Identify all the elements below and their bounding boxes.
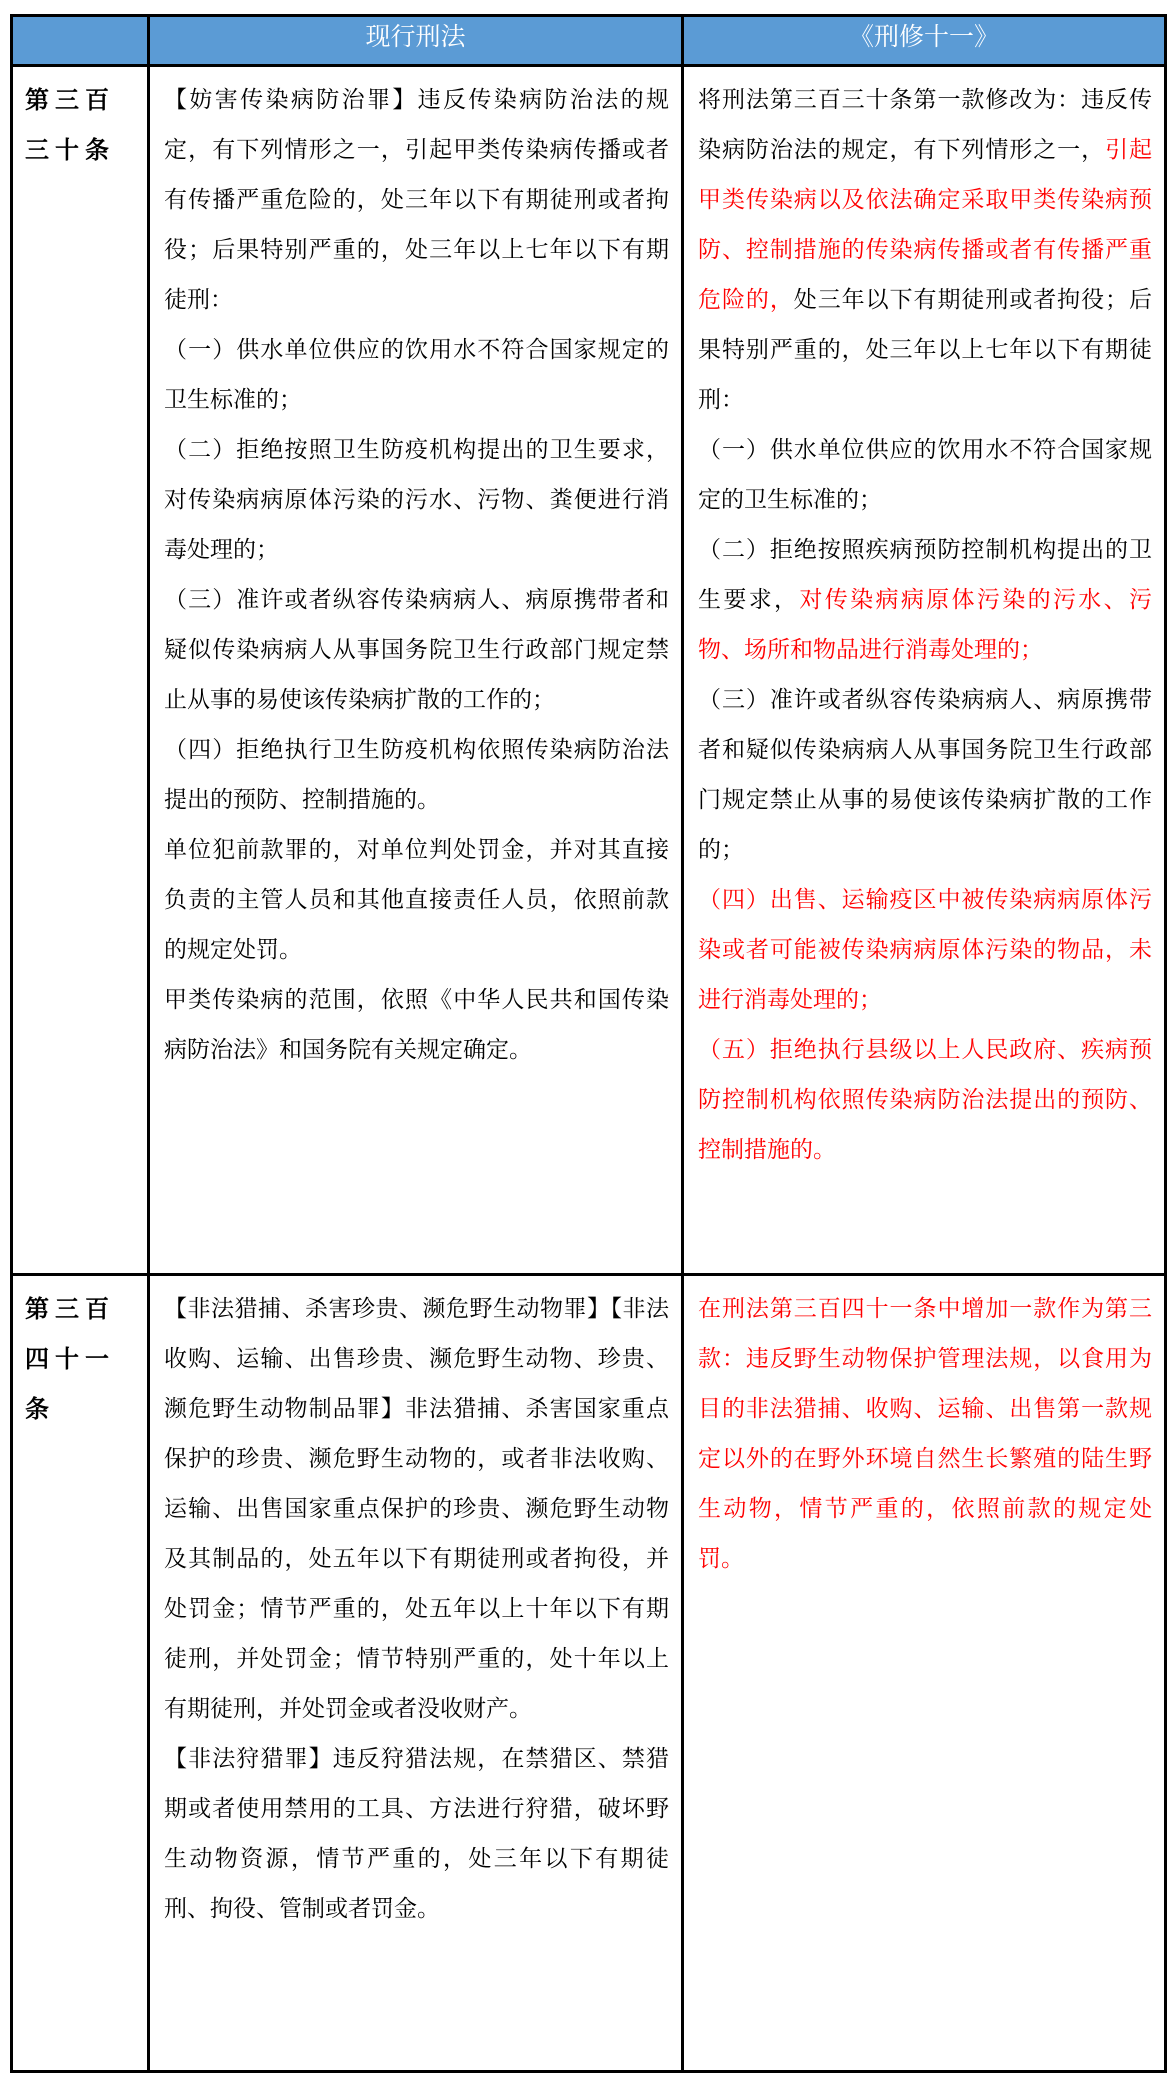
paragraph <box>164 575 669 725</box>
text-run: 处三年以下有期徒刑或者拘役；后果特别严重的，处三年以上七年以下有期徒刑： <box>698 287 1153 413</box>
paragraph <box>164 725 669 825</box>
text-run: 将刑法第三百三十条第一款修改为：违反传染病防治法的规定，有下列情形之一， <box>698 87 1152 163</box>
table-header-row <box>12 16 1166 66</box>
text-run: （三）准许或者纵容传染病病人、病原携带者和疑似传染病病人从事国务院卫生行政部门规定禁止从事的易使该传染病扩散的工作的； <box>164 587 669 713</box>
amended-text-highlight: （四）出售、运输疫区中被传染病病原体污染或者可能被传染病病原体污染的物品，未进行消毒处理的； <box>698 887 1152 1013</box>
paragraph <box>164 825 669 975</box>
header-current-law: 现行刑法 <box>149 16 683 66</box>
header-amendment-eleven: 《刑修十一》 <box>683 16 1166 66</box>
paragraph <box>164 425 669 575</box>
text-run: 【非法狩猎罪】违反狩猎法规，在禁猎区、禁猎期或者使用禁用的工具、方法进行狩猎，破坏野生动物资源，情节严重的，处三年以下有期徒刑、拘役、管制或者罚金。 <box>164 1746 669 1922</box>
text-run: （四）拒绝执行卫生防疫机构依照传染病防治法提出的预防、控制措施的。 <box>164 737 669 813</box>
text-run: （三）准许或者纵容传染病病人、病原携带者和疑似传染病病人从事国务院卫生行政部门规定禁止从事的易使该传染病扩散的工作的； <box>698 687 1152 863</box>
text-run: 单位犯前款罪的，对单位判处罚金，并对其直接负责的主管人员和其他直接责任人员，依照前款的规定处罚。 <box>164 837 669 963</box>
table-row <box>12 66 1166 1275</box>
article-number: 第三百三十条 <box>12 66 149 1275</box>
paragraph <box>698 1284 1152 1584</box>
article-number: 第三百四十一条 <box>12 1275 149 2072</box>
text-run: （二）拒绝按照卫生防疫机构提出的卫生要求，对传染病病原体污染的污水、污物、粪便进行消毒处理的； <box>164 437 669 563</box>
amendment-text <box>683 1275 1166 2072</box>
current-law-text <box>149 1275 683 2072</box>
paragraph <box>164 975 669 1075</box>
paragraph <box>698 875 1152 1025</box>
text-run: 甲类传染病的范围，依照《中华人民共和国传染病防治法》和国务院有关规定确定。 <box>164 987 669 1063</box>
paragraph <box>698 425 1152 525</box>
amendment-text <box>683 66 1166 1275</box>
paragraph <box>698 1025 1152 1175</box>
amended-text-highlight: 引起甲类传染病以及依法确定采取甲类传染病预防、控制措施的传染病传播或者有传播严重危险的， <box>698 137 1153 313</box>
amended-text-highlight: 对传染病病原体污染的污水、污物、场所和物品进行消毒处理的； <box>698 587 1153 663</box>
law-comparison-table <box>10 14 1167 2073</box>
paragraph <box>164 1734 669 1934</box>
paragraph <box>698 675 1152 875</box>
text-run: （一）供水单位供应的饮用水不符合国家规定的卫生标准的； <box>164 337 669 413</box>
text-run: 【非法猎捕、杀害珍贵、濒危野生动物罪】【非法收购、运输、出售珍贵、濒危野生动物、珍贵、濒危野生动物制品罪】非法猎捕、杀害国家重点保护的珍贵、濒危野生动物的，或者非法收购、运输、出售国家重点保护的珍贵、濒危野生动物及其制品的，处五年以下有期徒刑或者拘役，并处罚金；情节严重的，处五年以上十年以下有期徒刑，并处罚金；情节特别严重的，处十年以上有期徒刑，并处罚金或者没收财产。 <box>164 1296 669 1722</box>
paragraph <box>164 325 669 425</box>
table-row <box>12 1275 1166 2072</box>
paragraph <box>164 1284 669 1734</box>
current-law-text <box>149 66 683 1275</box>
amended-text-highlight: 在刑法第三百四十一条中增加一款作为第三款：违反野生动物保护管理法规，以食用为目的非法猎捕、收购、运输、出售第一款规定以外的在野外环境自然生长繁殖的陆生野生动物，情节严重的，依照前款的规定处罚。 <box>698 1296 1152 1572</box>
amended-text-highlight: （五）拒绝执行县级以上人民政府、疾病预防控制机构依照传染病防治法提出的预防、控制措施的。 <box>698 1037 1152 1163</box>
paragraph <box>164 75 669 325</box>
text-run: 【妨害传染病防治罪】违反传染病防治法的规定，有下列情形之一，引起甲类传染病传播或者有传播严重危险的，处三年以下有期徒刑或者拘役；后果特别严重的，处三年以上七年以下有期徒刑： <box>164 87 669 313</box>
paragraph <box>698 75 1152 425</box>
text-run: （一）供水单位供应的饮用水不符合国家规定的卫生标准的； <box>698 437 1152 513</box>
header-article <box>12 16 149 66</box>
paragraph <box>698 525 1152 675</box>
text-run: （二）拒绝按照疾病预防控制机构提出的卫生要求， <box>698 537 1152 613</box>
